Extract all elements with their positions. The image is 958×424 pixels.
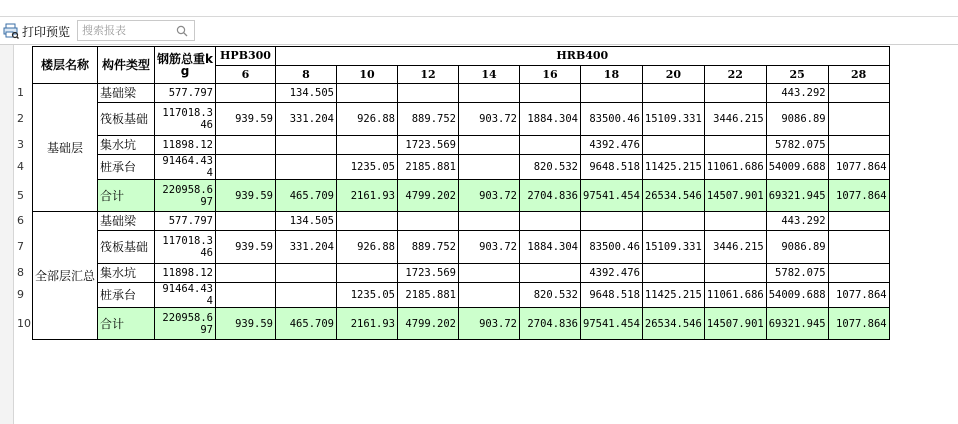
diameter-weight-cell: 889.752 <box>398 103 459 136</box>
diameter-weight-cell: 54009.688 <box>766 283 828 308</box>
diameter-weight-cell <box>276 283 337 308</box>
header-floor-name: 楼层名称 <box>33 47 98 84</box>
diameter-weight-cell <box>276 136 337 155</box>
total-weight-cell: 577.797 <box>155 212 216 231</box>
rebar-report-table <box>16 46 890 340</box>
diameter-weight-cell: 443.292 <box>766 84 828 103</box>
diameter-weight-cell: 903.72 <box>459 180 520 212</box>
diameter-weight-cell: 134.505 <box>276 84 337 103</box>
diameter-weight-cell <box>828 264 889 283</box>
diameter-weight-cell <box>337 84 398 103</box>
header-diameter: 14 <box>459 66 520 84</box>
component-type-cell: 集水坑 <box>98 264 155 283</box>
diameter-weight-cell: 939.59 <box>216 308 276 340</box>
row-number: 1 <box>16 84 33 103</box>
diameter-weight-cell <box>642 84 704 103</box>
header-diameter: 22 <box>704 66 766 84</box>
diameter-weight-cell <box>276 155 337 180</box>
diameter-weight-cell <box>828 231 889 264</box>
diameter-weight-cell: 939.59 <box>216 180 276 212</box>
table-total-row <box>16 180 889 212</box>
row-number: 6 <box>16 212 33 231</box>
component-type-cell: 集水坑 <box>98 136 155 155</box>
total-weight-cell: 91464.434 <box>155 283 216 308</box>
diameter-weight-cell: 1723.569 <box>398 264 459 283</box>
diameter-weight-cell: 4392.476 <box>581 136 643 155</box>
diameter-weight-cell: 2185.881 <box>398 155 459 180</box>
print-preview-button[interactable] <box>3 21 70 41</box>
diameter-weight-cell <box>459 136 520 155</box>
diameter-weight-cell: 5782.075 <box>766 264 828 283</box>
diameter-weight-cell: 1235.05 <box>337 283 398 308</box>
diameter-weight-cell: 9086.89 <box>766 103 828 136</box>
diameter-weight-cell: 9648.518 <box>581 155 643 180</box>
diameter-weight-cell <box>520 264 581 283</box>
header-diameter: 16 <box>520 66 581 84</box>
total-weight-cell: 91464.434 <box>155 155 216 180</box>
diameter-weight-cell <box>216 84 276 103</box>
diameter-weight-cell: 14507.901 <box>704 180 766 212</box>
diameter-weight-cell <box>520 136 581 155</box>
component-type-cell: 桩承台 <box>98 283 155 308</box>
header-total-weight: 钢筋总重kg <box>155 47 216 84</box>
table-row <box>16 103 889 136</box>
total-weight-cell: 577.797 <box>155 84 216 103</box>
diameter-weight-cell <box>276 264 337 283</box>
diameter-weight-cell: 465.709 <box>276 308 337 340</box>
diameter-weight-cell: 331.204 <box>276 103 337 136</box>
component-type-cell: 基础梁 <box>98 212 155 231</box>
total-weight-cell: 117018.346 <box>155 231 216 264</box>
row-number: 4 <box>16 155 33 180</box>
header-component-type: 构件类型 <box>98 47 155 84</box>
diameter-weight-cell: 26534.546 <box>642 308 704 340</box>
diameter-weight-cell: 134.505 <box>276 212 337 231</box>
diameter-weight-cell: 15109.331 <box>642 231 704 264</box>
diameter-weight-cell: 465.709 <box>276 180 337 212</box>
diameter-weight-cell: 9648.518 <box>581 283 643 308</box>
row-number: 5 <box>16 180 33 212</box>
diameter-weight-cell <box>337 212 398 231</box>
diameter-weight-cell <box>398 212 459 231</box>
window-top-strip <box>0 0 958 17</box>
header-diameter: 12 <box>398 66 459 84</box>
total-weight-cell: 11898.12 <box>155 136 216 155</box>
component-type-cell: 筏板基础 <box>98 103 155 136</box>
table-row <box>16 264 889 283</box>
diameter-weight-cell: 889.752 <box>398 231 459 264</box>
diameter-weight-cell: 1235.05 <box>337 155 398 180</box>
diameter-weight-cell <box>216 155 276 180</box>
diameter-weight-cell: 97541.454 <box>581 308 643 340</box>
diameter-weight-cell: 97541.454 <box>581 180 643 212</box>
floor-name-cell: 全部层汇总 <box>33 212 98 340</box>
diameter-weight-cell: 2185.881 <box>398 283 459 308</box>
diameter-weight-cell <box>828 103 889 136</box>
diameter-weight-cell <box>216 264 276 283</box>
component-type-cell: 基础梁 <box>98 84 155 103</box>
diameter-weight-cell: 26534.546 <box>642 180 704 212</box>
diameter-weight-cell <box>398 84 459 103</box>
diameter-weight-cell <box>704 136 766 155</box>
header-diameter: 8 <box>276 66 337 84</box>
diameter-weight-cell: 11425.215 <box>642 283 704 308</box>
diameter-weight-cell <box>581 212 643 231</box>
total-weight-cell: 220958.697 <box>155 308 216 340</box>
diameter-weight-cell <box>459 283 520 308</box>
diameter-weight-cell: 2161.93 <box>337 308 398 340</box>
component-type-cell: 桩承台 <box>98 155 155 180</box>
toolbar <box>0 17 958 45</box>
diameter-weight-cell <box>828 84 889 103</box>
row-number: 9 <box>16 283 33 308</box>
diameter-weight-cell: 331.204 <box>276 231 337 264</box>
diameter-weight-cell <box>704 212 766 231</box>
diameter-weight-cell: 4799.202 <box>398 180 459 212</box>
diameter-weight-cell <box>581 84 643 103</box>
header-diameter: 25 <box>766 66 828 84</box>
header-group-hrb400: HRB400 <box>276 47 890 66</box>
diameter-weight-cell <box>642 136 704 155</box>
header-diameter: 28 <box>828 66 889 84</box>
diameter-weight-cell: 11061.686 <box>704 155 766 180</box>
diameter-weight-cell: 4799.202 <box>398 308 459 340</box>
diameter-weight-cell: 820.532 <box>520 155 581 180</box>
diameter-weight-cell <box>704 264 766 283</box>
diameter-weight-cell: 903.72 <box>459 103 520 136</box>
diameter-weight-cell <box>459 264 520 283</box>
table-row <box>16 84 889 103</box>
search-icon[interactable] <box>176 25 188 37</box>
diameter-weight-cell: 939.59 <box>216 231 276 264</box>
diameter-weight-cell: 69321.945 <box>766 308 828 340</box>
diameter-weight-cell: 2704.836 <box>520 308 581 340</box>
diameter-weight-cell <box>520 84 581 103</box>
diameter-weight-cell: 1077.864 <box>828 155 889 180</box>
row-number: 10 <box>16 308 33 340</box>
diameter-weight-cell: 11425.215 <box>642 155 704 180</box>
table-row <box>16 283 889 308</box>
table-row <box>16 212 889 231</box>
row-number: 2 <box>16 103 33 136</box>
diameter-weight-cell <box>704 84 766 103</box>
diameter-weight-cell <box>216 283 276 308</box>
diameter-weight-cell <box>828 212 889 231</box>
table-row <box>16 155 889 180</box>
diameter-weight-cell: 903.72 <box>459 308 520 340</box>
table-row <box>16 136 889 155</box>
row-number: 8 <box>16 264 33 283</box>
diameter-weight-cell <box>216 212 276 231</box>
diameter-weight-cell <box>337 264 398 283</box>
print-preview-label: 打印预览 <box>22 24 71 39</box>
diameter-weight-cell: 926.88 <box>337 103 398 136</box>
header-group-hpb300: HPB300 <box>216 47 276 66</box>
diameter-weight-cell: 3446.215 <box>704 103 766 136</box>
diameter-weight-cell <box>337 136 398 155</box>
header-diameter: 6 <box>216 66 276 84</box>
diameter-weight-cell: 5782.075 <box>766 136 828 155</box>
diameter-weight-cell <box>459 212 520 231</box>
header-diameter: 20 <box>642 66 704 84</box>
diameter-weight-cell <box>520 212 581 231</box>
total-weight-cell: 11898.12 <box>155 264 216 283</box>
total-weight-cell: 117018.346 <box>155 103 216 136</box>
diameter-weight-cell: 4392.476 <box>581 264 643 283</box>
diameter-weight-cell <box>459 155 520 180</box>
diameter-weight-cell: 2704.836 <box>520 180 581 212</box>
row-number: 7 <box>16 231 33 264</box>
diameter-weight-cell: 9086.89 <box>766 231 828 264</box>
component-type-cell: 合计 <box>98 308 155 340</box>
diameter-weight-cell: 1723.569 <box>398 136 459 155</box>
component-type-cell: 筏板基础 <box>98 231 155 264</box>
component-type-cell: 合计 <box>98 180 155 212</box>
diameter-weight-cell: 15109.331 <box>642 103 704 136</box>
table-body <box>16 84 889 340</box>
row-number-header <box>16 47 33 84</box>
diameter-weight-cell: 903.72 <box>459 231 520 264</box>
diameter-weight-cell <box>642 212 704 231</box>
total-weight-cell: 220958.697 <box>155 180 216 212</box>
diameter-weight-cell: 54009.688 <box>766 155 828 180</box>
diameter-weight-cell: 1884.304 <box>520 231 581 264</box>
row-number: 3 <box>16 136 33 155</box>
diameter-weight-cell: 14507.901 <box>704 308 766 340</box>
diameter-weight-cell: 1077.864 <box>828 180 889 212</box>
print-preview-icon <box>3 23 19 39</box>
diameter-weight-cell: 69321.945 <box>766 180 828 212</box>
diameter-weight-cell: 926.88 <box>337 231 398 264</box>
diameter-weight-cell: 820.532 <box>520 283 581 308</box>
diameter-weight-cell: 1077.864 <box>828 308 889 340</box>
table-row <box>16 231 889 264</box>
search-box[interactable] <box>77 20 195 41</box>
diameter-weight-cell: 939.59 <box>216 103 276 136</box>
diameter-weight-cell: 1884.304 <box>520 103 581 136</box>
diameter-weight-cell: 443.292 <box>766 212 828 231</box>
search-input[interactable] <box>80 22 178 39</box>
diameter-weight-cell: 11061.686 <box>704 283 766 308</box>
header-diameter: 18 <box>581 66 643 84</box>
diameter-weight-cell: 3446.215 <box>704 231 766 264</box>
diameter-weight-cell <box>459 84 520 103</box>
diameter-weight-cell: 1077.864 <box>828 283 889 308</box>
left-scroll-gutter[interactable] <box>0 45 14 424</box>
header-diameter: 10 <box>337 66 398 84</box>
diameter-weight-cell: 83500.46 <box>581 231 643 264</box>
diameter-weight-cell <box>216 136 276 155</box>
table-total-row <box>16 308 889 340</box>
diameter-weight-cell <box>642 264 704 283</box>
floor-name-cell: 基础层 <box>33 84 98 212</box>
diameter-weight-cell: 2161.93 <box>337 180 398 212</box>
diameter-weight-cell: 83500.46 <box>581 103 643 136</box>
diameter-weight-cell <box>828 136 889 155</box>
